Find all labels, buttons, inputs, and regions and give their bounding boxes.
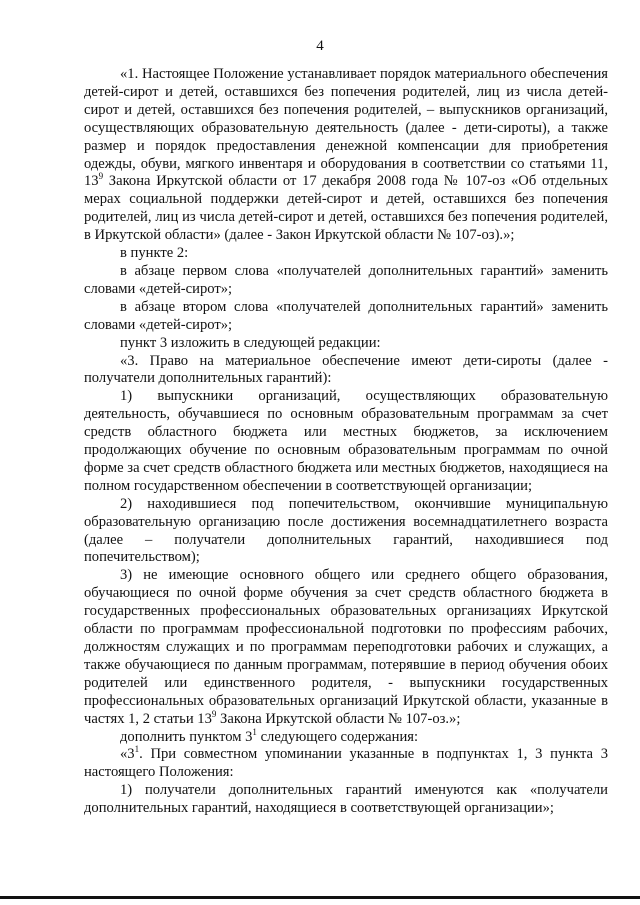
superscript: 9 <box>211 708 217 719</box>
page-number: 4 <box>316 38 324 54</box>
document-body <box>84 66 608 818</box>
paragraph-item-1 <box>84 66 608 245</box>
paragraph-text: дополнить пунктом 3 <box>120 728 253 745</box>
paragraph-text: Закона Иркутской области № 107-оз.»; <box>216 710 461 727</box>
superscript: 1 <box>134 744 140 755</box>
paragraph-item-3-1 <box>84 746 608 782</box>
paragraph-subitem-1: 1) выпускники организаций, осуществляющих образовательную деятельность, обучавшиеся по основным образовательным программам за счет средств областного бюджета или местных бюджетов, за исключением продолжающих обучение по основным образовательным программам по очной форме за счет средств областного бюджета или местных бюджетов, находящиеся на полном государственном обеспечении в соответствующей организации; <box>84 388 608 494</box>
paragraph-text: . При совместном упоминании указанные в подпунктах 1, 3 пункта 3 настоящего Положения: <box>84 746 608 781</box>
paragraph-text: 3) не имеющие основного общего или среднего общего образования, обучающиеся по очной форме обучения за счет средств областного бюджета в государственных профессиональных образовательных организациях Иркутской области по программам профессиональной подготовки по профессиям рабочих, должностям служащих и по программам переподготовки рабочих и служащих, а также обучающиеся по данным программам, потерявшие в период обучения обоих родителей или единственного родителя, - выпускники государственных профессиональных образовательных организаций Иркутской области, указанные в частях 1, 2 статьи 13 <box>84 567 608 727</box>
bottom-rule <box>0 896 640 899</box>
paragraph-subitem-3 <box>84 567 608 728</box>
paragraph-first-indent: в абзаце первом слова «получателей дополнительных гарантий» заменить словами «детей-сирот»; <box>84 262 608 297</box>
paragraph-subitem-2: 2) находившиеся под попечительством, окончившие муниципальную образовательную организацию после достижения восемнадцатилетнего возраста (далее – получатели дополнительных гарантий, находившиеся под попечительством); <box>84 495 608 566</box>
paragraph-text: следующего содержания: <box>256 728 419 745</box>
paragraph-text: «3 <box>120 746 135 763</box>
paragraph-point-2: в пункте 2: <box>120 245 189 262</box>
superscript: 9 <box>98 171 104 182</box>
paragraph-second-indent: в абзаце втором слова «получателей дополнительных гарантий» заменить словами «детей-сирот»; <box>84 298 608 333</box>
superscript: 1 <box>252 726 257 737</box>
paragraph-point-3-intro: пункт 3 изложить в следующей редакции: <box>120 334 381 351</box>
paragraph-text: «1. Настоящее Положение устанавливает порядок материального обеспечения детей-сирот и детей, оставшихся без попечения родителей, лиц из числа детей-сирот и детей, оставшихся без попечения родителей, – выпускников организаций, осуществляющих образовательную деятельность (далее - дети-сироты), а также размер и порядок предоставления денежной компенсации для приобретения одежды, обуви, мягкого инвентаря и оборудования в соответствии со статьями 11, 13 <box>84 66 608 190</box>
paragraph-add-point-3-1 <box>84 726 608 747</box>
paragraph-item-3-1-subitem-1: 1) получатели дополнительных гарантий именуются как «получатели дополнительных гарантий, находящиеся в соответствующей организации»; <box>84 782 608 817</box>
paragraph-item-3: «3. Право на материальное обеспечение имеют дети-сироты (далее - получатели дополнительных гарантий): <box>84 352 608 387</box>
paragraph-text: Закона Иркутской области от 17 декабря 2008 года № 107-оз «Об отдельных мерах социальной поддержки детей-сирот и детей, оставшихся без попечения родителей, лиц из числа детей-сирот и детей, оставшихся без попечения родителей, в Иркутской области» (далее - Закон Иркутской области № 107-оз).»; <box>84 173 608 244</box>
